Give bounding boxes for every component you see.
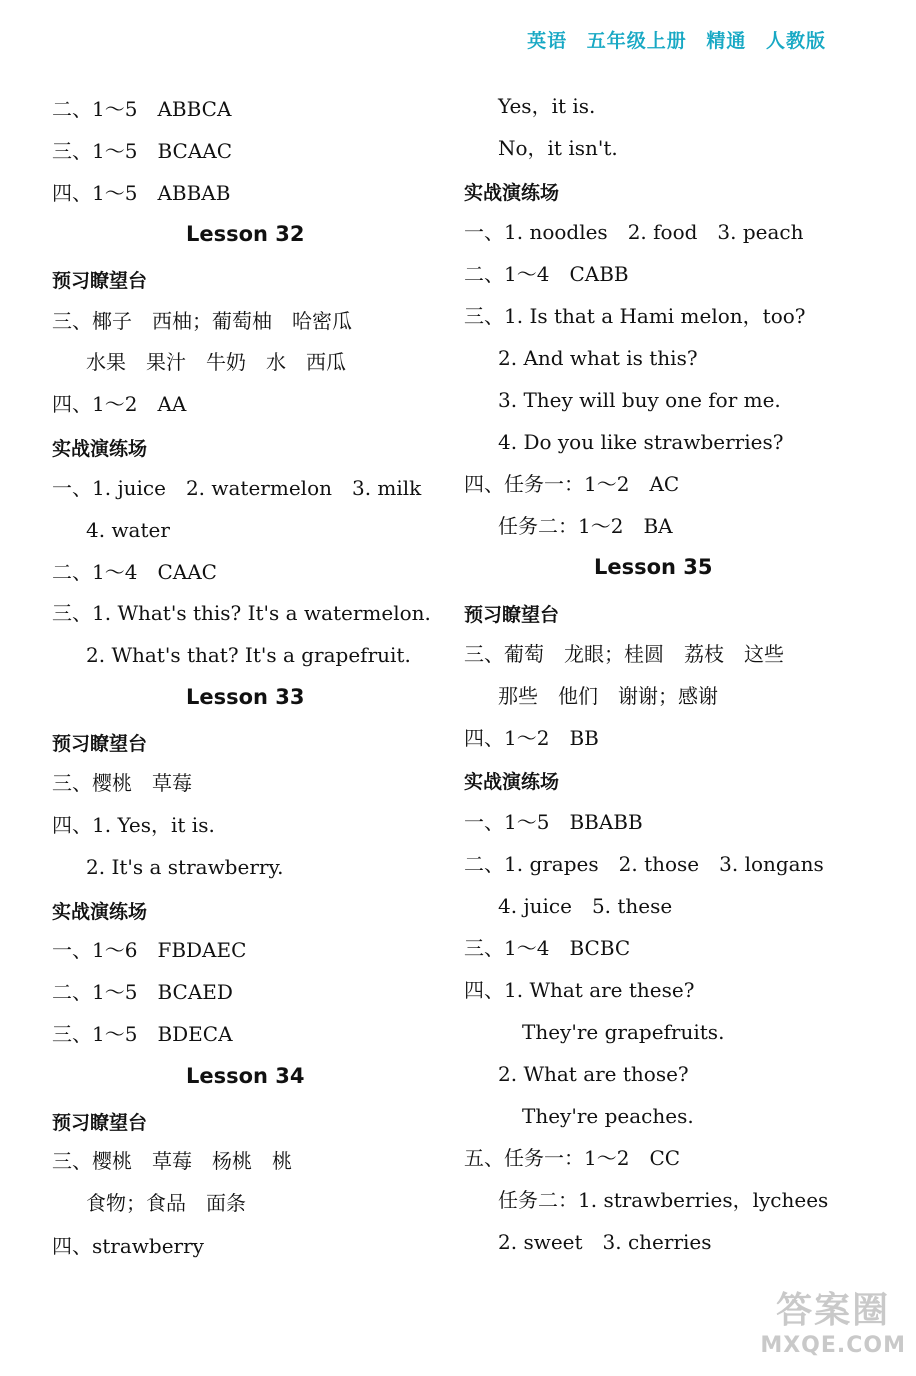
answer-line: 二、1～4 CAAC xyxy=(52,560,217,584)
answer-line: 3. They will buy one for me. xyxy=(498,388,781,412)
answer-line: 三、1～5 BCAAC xyxy=(52,139,233,163)
section-heading: 预习瞭望台 xyxy=(52,1112,148,1134)
watermark xyxy=(760,1282,906,1358)
answer-line: 2. It's a strawberry. xyxy=(86,855,284,879)
header-grade: 五年级上册 xyxy=(586,30,687,52)
answer-line: 水果 果汁 牛奶 水 西瓜 xyxy=(86,350,346,374)
answer-line: 2. What's that? It's a grapefruit. xyxy=(86,643,411,667)
answer-line: 四、1. Yes，it is. xyxy=(52,813,215,837)
section-heading: 预习瞭望台 xyxy=(464,604,560,626)
answer-line: 二、1～5 ABBCA xyxy=(52,97,232,121)
answer-line: 二、1～5 BCAED xyxy=(52,980,233,1004)
header-edition: 人教版 xyxy=(765,30,826,52)
watermark-en: MXQE.COM xyxy=(760,1333,906,1358)
answer-line: 一、1. juice 2. watermelon 3. milk xyxy=(52,476,422,500)
lesson-title: Lesson 33 xyxy=(186,685,305,709)
answer-line: 五、任务一：1～2 CC xyxy=(464,1146,681,1170)
lesson-title: Lesson 35 xyxy=(594,555,713,579)
section-heading: 预习瞭望台 xyxy=(52,270,148,292)
lesson-title: Lesson 32 xyxy=(186,222,305,246)
answer-line: 三、葡萄 龙眼；桂圆 荔枝 这些 xyxy=(464,642,784,666)
page-header xyxy=(515,26,826,53)
answer-line: 4. juice 5. these xyxy=(498,894,673,918)
section-heading: 实战演练场 xyxy=(464,182,560,204)
answer-line: 一、1～5 BBABB xyxy=(464,810,643,834)
answer-line: 三、1. What's this? It's a watermelon. xyxy=(52,601,431,625)
answer-line: 2. And what is this? xyxy=(498,346,698,370)
answer-line: 三、1. Is that a Hami melon，too? xyxy=(464,304,806,328)
answer-line: 四、strawberry xyxy=(52,1234,204,1258)
lesson-title: Lesson 34 xyxy=(186,1064,305,1088)
section-heading: 实战演练场 xyxy=(52,438,148,460)
answer-line: 一、1～6 FBDAEC xyxy=(52,938,247,962)
answer-line: 三、樱桃 草莓 杨桃 桃 xyxy=(52,1149,292,1173)
answer-line: 2. What are those? xyxy=(498,1062,689,1086)
answer-line: 三、1～4 BCBC xyxy=(464,936,631,960)
answer-line: 四、1～2 BB xyxy=(464,726,599,750)
watermark-cn: 答案圈 xyxy=(776,1290,891,1331)
answer-line: 一、1. noodles 2. food 3. peach xyxy=(464,220,804,244)
section-heading: 预习瞭望台 xyxy=(52,733,148,755)
answer-line: 二、1～4 CABB xyxy=(464,262,629,286)
answer-line: 食物；食品 面条 xyxy=(86,1191,246,1215)
header-subject: 英语 xyxy=(527,30,568,52)
answer-line: 那些 他们 谢谢；感谢 xyxy=(498,684,718,708)
answer-line: 4. Do you like strawberries? xyxy=(498,430,784,454)
answer-line: 四、1～5 ABBAB xyxy=(52,181,231,205)
answer-line: 四、任务一：1～2 AC xyxy=(464,472,680,496)
section-heading: 实战演练场 xyxy=(464,771,560,793)
answer-line: Yes，it is. xyxy=(498,94,596,118)
answer-line: 二、1. grapes 2. those 3. longans xyxy=(464,852,824,876)
answer-line: 4. water xyxy=(86,518,170,542)
section-heading: 实战演练场 xyxy=(52,901,148,923)
answer-line: 任务二：1～2 BA xyxy=(498,514,673,538)
answer-line: No，it isn't. xyxy=(498,136,618,160)
answer-line: 2. sweet 3. cherries xyxy=(498,1230,712,1254)
answer-line: 三、樱桃 草莓 xyxy=(52,771,192,795)
answer-line: 三、1～5 BDECA xyxy=(52,1022,233,1046)
answer-line: They're peaches. xyxy=(522,1104,694,1128)
answer-line: 四、1～2 AA xyxy=(52,392,187,416)
answer-line: 四、1. What are these? xyxy=(464,978,695,1002)
answer-line: 任务二：1. strawberries，lychees xyxy=(498,1188,829,1212)
header-series: 精通 xyxy=(706,30,747,52)
answer-line: 三、椰子 西柚；葡萄柚 哈密瓜 xyxy=(52,309,352,333)
answer-line: They're grapefruits. xyxy=(522,1020,725,1044)
